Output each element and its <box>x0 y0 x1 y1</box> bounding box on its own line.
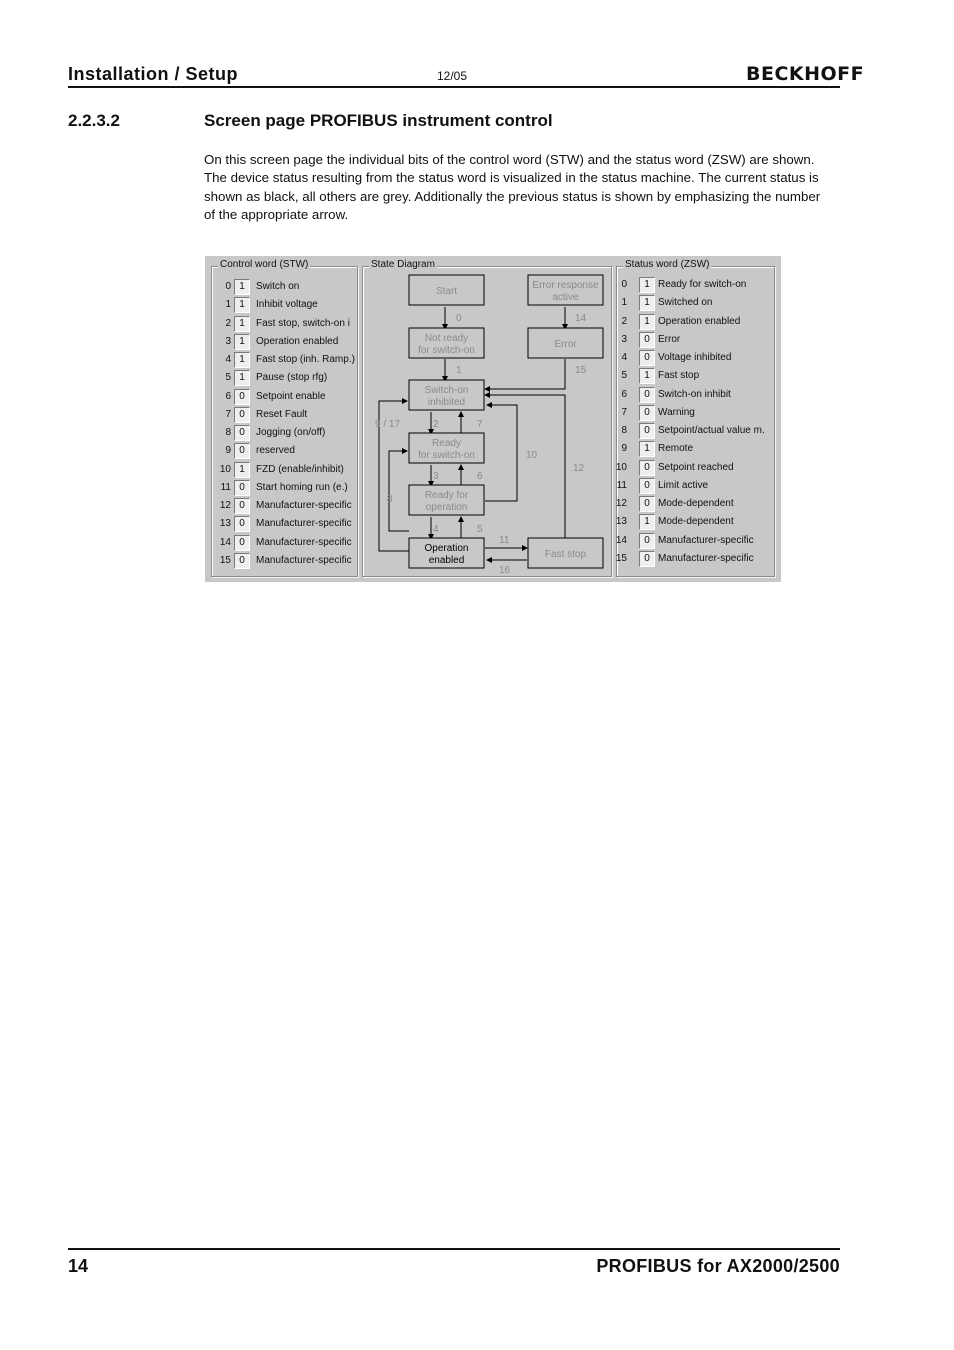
bit-number: 4 <box>621 352 627 363</box>
bit-number: 9 <box>621 443 627 455</box>
bit-number: 1 <box>225 299 231 311</box>
bit-label: Mode-dependent <box>658 498 734 509</box>
bit-number: 7 <box>621 406 627 418</box>
bit-number: 13 <box>615 516 627 528</box>
status-word-bit-row <box>617 313 774 331</box>
transition-label-5: 5 <box>477 524 483 535</box>
status-word-bit-row <box>617 404 774 422</box>
bit-label: Switched on <box>658 297 713 309</box>
bit-label: Manufacturer-specific <box>256 554 352 566</box>
bit-label: Manufacturer-specific <box>256 536 352 548</box>
bit-number: 8 <box>225 427 231 438</box>
state-label: inhibited <box>427 397 466 408</box>
bit-number: 9 <box>225 445 231 457</box>
transition-label-15: 15 <box>575 365 587 376</box>
state-fast-stop <box>528 538 603 568</box>
status-word-bit-row <box>617 294 774 312</box>
bit-label: Manufacturer-specific <box>658 534 754 546</box>
bit-number: 12 <box>219 500 231 511</box>
bit-number: 14 <box>615 534 627 546</box>
control-word-bit-row <box>212 315 357 333</box>
bit-number: 2 <box>621 315 627 327</box>
bit-label: Reset Fault <box>256 408 308 420</box>
bit-number: 8 <box>621 425 627 436</box>
bit-value-field: 1 <box>234 279 250 295</box>
bit-label: Setpoint enable <box>256 390 326 402</box>
bit-value-field: 0 <box>234 389 250 405</box>
header-rule <box>68 86 840 88</box>
status-word-bit-row <box>617 513 774 531</box>
transition-label-7: 7 <box>477 419 483 430</box>
control-word-bit-row <box>212 333 357 351</box>
control-word-bit-row <box>212 497 357 515</box>
arrow-8 <box>389 451 409 531</box>
bit-value-field: 0 <box>234 443 250 459</box>
header-section-title: Installation / Setup <box>68 64 239 84</box>
bit-number: 15 <box>219 554 231 566</box>
bit-number: 11 <box>616 479 627 491</box>
arrow-12 <box>485 395 565 539</box>
control-word-bit-row <box>212 442 357 460</box>
bit-label: Fast stop (inh. Ramp.) <box>256 354 355 365</box>
header-date: 12/05 <box>437 69 468 83</box>
status-word-group <box>615 259 775 577</box>
state-operation-enabled <box>409 538 484 568</box>
bit-label: Fast stop, switch-on i <box>256 317 350 329</box>
bit-value-field: 0 <box>639 478 655 494</box>
transition-label-9-17: 9 / 17 <box>375 419 401 430</box>
bit-value-field: 1 <box>234 297 250 313</box>
bit-value-field: 1 <box>639 277 655 293</box>
transition-label-11: 11 <box>499 535 510 546</box>
bit-value-field: 1 <box>639 314 655 330</box>
bit-value-field: 0 <box>639 496 655 512</box>
state-ready-operation <box>409 485 484 515</box>
bit-number: 13 <box>219 518 231 530</box>
transition-label-8: 8 <box>387 494 393 505</box>
status-word-bit-row <box>617 495 774 513</box>
state-label: operation <box>425 502 468 513</box>
control-word-bit-row <box>212 296 357 314</box>
status-word-bit-row <box>617 386 774 404</box>
control-word-bit-row <box>212 369 357 387</box>
control-word-bit-row <box>212 424 357 442</box>
state-label: Not ready <box>424 333 469 344</box>
bit-value-field: 0 <box>234 535 250 551</box>
bit-number: 14 <box>219 536 231 548</box>
control-word-bit-row <box>212 552 357 570</box>
bit-number: 4 <box>225 354 231 365</box>
state-label: for switch-on <box>418 450 475 461</box>
bit-label: FZD (enable/inhibit) <box>256 463 344 475</box>
state-label: Error <box>554 339 577 350</box>
bit-value-field: 0 <box>639 350 655 366</box>
state-diagram-title: State Diagram <box>371 259 435 270</box>
transition-label-1: 1 <box>456 365 462 376</box>
status-word-bit-row <box>617 422 774 440</box>
bit-number: 7 <box>225 408 231 420</box>
bit-number: 3 <box>621 333 627 345</box>
transition-label-0: 0 <box>456 313 462 324</box>
bit-value-field: 1 <box>234 352 250 368</box>
status-word-bit-row <box>617 331 774 349</box>
bit-number: 0 <box>621 279 627 290</box>
state-label: Operation <box>424 543 469 554</box>
bit-value-field: 1 <box>639 441 655 457</box>
footer-title: PROFIBUS for AX2000/2500 <box>596 1256 840 1276</box>
status-word-bit-row <box>617 532 774 550</box>
status-word-bit-row <box>617 276 774 294</box>
state-switch-on-inhibited <box>409 380 484 410</box>
state-ready <box>409 433 484 463</box>
bit-number: 11 <box>220 481 231 493</box>
bit-label: reserved <box>256 445 295 457</box>
bit-number: 10 <box>615 461 627 473</box>
bit-number: 6 <box>225 390 231 402</box>
bit-value-field: 0 <box>234 516 250 532</box>
state-label: Switch-on <box>424 385 469 396</box>
transition-label-16: 16 <box>499 565 511 576</box>
state-start <box>409 275 484 305</box>
transition-label-4: 4 <box>433 524 439 535</box>
bit-value-field: 1 <box>234 462 250 478</box>
bit-number: 1 <box>621 297 627 309</box>
arrow-10 <box>485 405 517 501</box>
state-not-ready <box>409 328 484 358</box>
bit-value-field: 0 <box>234 425 250 441</box>
bit-label: Error <box>658 333 681 345</box>
state-label: active <box>552 292 579 303</box>
bit-number: 15 <box>615 552 627 564</box>
section-title: Screen page PROFIBUS instrument control <box>204 111 553 130</box>
bit-label: Setpoint reached <box>658 461 734 473</box>
control-word-bit-row <box>212 388 357 406</box>
bit-number: 3 <box>225 335 231 347</box>
bit-label: Operation enabled <box>658 315 741 327</box>
bit-label: Jogging (on/off) <box>256 427 326 438</box>
bit-label: Warning <box>658 406 695 418</box>
state-diagram <box>363 267 611 576</box>
bit-label: Mode-dependent <box>658 516 734 528</box>
page-number: 14 <box>68 1256 89 1276</box>
bit-label: Fast stop <box>658 370 700 382</box>
transition-label-3: 3 <box>433 471 439 482</box>
state-label: enabled <box>428 555 465 566</box>
bit-label: Start homing run (e.) <box>256 481 348 493</box>
control-word-bit-row <box>212 534 357 552</box>
control-word-bit-row <box>212 479 357 497</box>
state-error <box>528 328 603 358</box>
bit-number: 5 <box>621 370 627 382</box>
status-word-bit-row <box>617 440 774 458</box>
status-word-bit-row <box>617 349 774 367</box>
section-number: 2.2.3.2 <box>68 111 120 130</box>
state-diagram-group <box>362 259 612 577</box>
bit-value-field: 0 <box>639 460 655 476</box>
bit-value-field: 1 <box>234 334 250 350</box>
bit-value-field: 0 <box>639 551 655 567</box>
status-word-bit-row <box>617 477 774 495</box>
bit-value-field: 0 <box>639 405 655 421</box>
control-word-bit-row <box>212 461 357 479</box>
bit-value-field: 1 <box>639 514 655 530</box>
bit-label: Voltage inhibited <box>658 352 732 363</box>
state-label: Ready <box>432 438 461 449</box>
state-label: Start <box>435 286 458 297</box>
state-label: for switch-on <box>418 345 475 356</box>
bit-label: Switch-on inhibit <box>658 388 731 400</box>
bit-label: Setpoint/actual value m. <box>658 425 765 436</box>
transition-label-10: 10 <box>526 450 538 461</box>
bit-label: Manufacturer-specific <box>658 552 754 564</box>
bit-label: Manufacturer-specific <box>256 500 352 511</box>
bit-label: Switch on <box>256 281 300 292</box>
transition-label-6: 6 <box>477 471 483 482</box>
control-word-bit-row <box>212 515 357 533</box>
footer-rule <box>68 1248 840 1250</box>
bit-value-field: 1 <box>639 295 655 311</box>
instrument-control-screen <box>205 256 781 582</box>
bit-value-field: 0 <box>639 387 655 403</box>
transition-label-12: 12 <box>573 463 585 474</box>
bit-number: 12 <box>615 498 627 509</box>
bit-value-field: 0 <box>234 407 250 423</box>
intro-paragraph: On this screen page the individual bits of the control word (STW) and the status word (ZSW) are shown. The device status resulting from the status word is visualized in the status machine. The current status is shown as black, all others are grey. Additionally the previous status is shown by emphasizing the number of the appropriate arrow. <box>204 152 821 222</box>
status-word-bit-row <box>617 367 774 385</box>
state-label: Ready for <box>424 490 469 501</box>
brand-logo: BECKHOFF <box>746 63 865 85</box>
bit-label: Manufacturer-specific <box>256 518 352 530</box>
bit-number: 2 <box>225 317 231 329</box>
bit-label: Pause (stop rfg) <box>256 372 328 384</box>
bit-label: Remote <box>658 443 694 455</box>
state-label: Error response <box>532 280 599 291</box>
control-word-title: Control word (STW) <box>220 259 309 270</box>
transition-label-14: 14 <box>575 313 587 324</box>
control-word-bit-row <box>212 278 357 296</box>
state-error-response <box>528 275 603 305</box>
bit-value-field: 1 <box>234 316 250 332</box>
status-word-bit-row <box>617 550 774 568</box>
control-word-bit-row <box>212 351 357 369</box>
bit-value-field: 0 <box>234 498 250 514</box>
bit-number: 10 <box>219 463 231 475</box>
bit-value-field: 1 <box>234 370 250 386</box>
bit-label: Inhibit voltage <box>256 299 318 311</box>
status-word-bit-row <box>617 459 774 477</box>
state-label: Fast stop <box>544 549 587 560</box>
bit-value-field: 1 <box>639 368 655 384</box>
bit-number: 0 <box>225 281 231 292</box>
arrow-15 <box>485 359 565 389</box>
bit-label: Ready for switch-on <box>658 279 747 290</box>
status-word-title: Status word (ZSW) <box>625 259 710 270</box>
bit-value-field: 0 <box>234 480 250 496</box>
bit-value-field: 0 <box>234 553 250 569</box>
control-word-group <box>211 259 358 577</box>
bit-value-field: 0 <box>639 332 655 348</box>
bit-value-field: 0 <box>639 533 655 549</box>
bit-label: Limit active <box>658 479 709 491</box>
transition-label-2: 2 <box>433 419 439 430</box>
bit-number: 6 <box>621 388 627 400</box>
bit-label: Operation enabled <box>256 335 339 347</box>
control-word-bit-row <box>212 406 357 424</box>
bit-number: 5 <box>225 372 231 384</box>
bit-value-field: 0 <box>639 423 655 439</box>
